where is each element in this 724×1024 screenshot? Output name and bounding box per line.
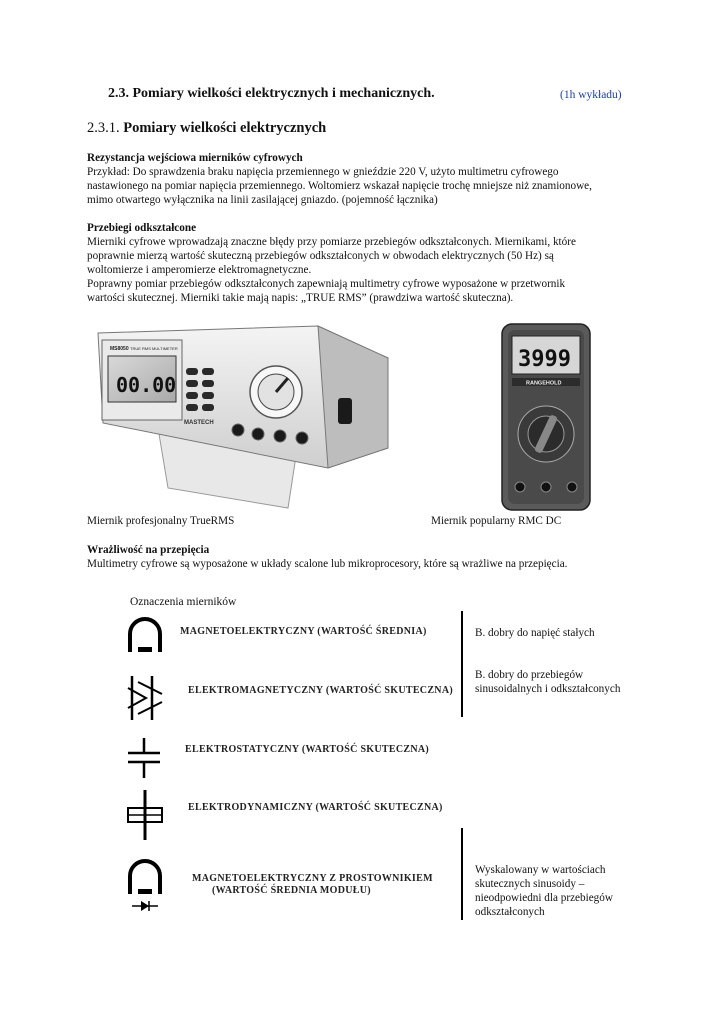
paragraph-line: Przykład: Do sprawdzenia braku napięcia przemiennego w gnieździe 220 V, użyto multimetru cyfrowego [87,166,559,178]
bench-multimeter-caption: Miernik profesjonalny TrueRMS [87,515,235,527]
rectifier-label-line2: (WARTOŚĆ ŚREDNIA MODUŁU) [212,885,371,896]
electromagnetic-label: ELEKTROMAGNETYCZNY (WARTOŚĆ SKUTECZNA) [188,685,453,696]
magnetoelectric-icon [124,612,166,656]
bench-multimeter-photo [88,318,408,513]
note-rectifier-line: skutecznych sinusoidy – [475,878,585,890]
meter-symbols-heading: Oznaczenia mierników [130,596,237,608]
section-heading: Wrażliwość na przepięcia [87,544,210,556]
bench-subtitle-label: TRUE RMS MULTIMETER [130,346,178,351]
magnetoelectric-label: MAGNETOELEKTRYCZNY (WARTOŚĆ ŚREDNIA) [180,626,427,637]
section-input-resistance [87,151,647,207]
paragraph-line: Poprawny pomiar przebiegów odkształconych zapewniają multimetry cyfrowe wyposażone w przetwornik [87,278,566,290]
lecture-duration-note: (1h wykładu) [560,89,622,101]
divider-dc-ac [461,611,463,717]
electrostatic-label: ELEKTROSTATYCZNY (WARTOŚĆ SKUTECZNA) [185,744,430,755]
bench-model-label: MS8050 [110,346,129,352]
section-title: 2.3. Pomiary wielkości elektrycznych i mechanicznych. [108,86,435,101]
note-ac-line: sinusoidalnych i odkształconych [475,683,621,695]
section-surge-sensitivity [87,543,647,571]
section-distorted-waveforms [87,221,647,305]
electrodynamic-icon [124,788,166,842]
rectifier-icon [124,856,168,914]
handheld-display-readout: 3999 [518,347,571,372]
electromagnetic-icon [124,674,166,722]
paragraph-line: mimo otwartego wyłącznika na linii zasilającej gniazdo. (pojemność łącznika) [87,194,438,206]
note-ac [475,668,620,696]
subsection-name: Pomiary wielkości elektrycznych [123,120,327,136]
paragraph-line: poprawnie mierzą wartość skuteczną przebiegów odkształconych w obwodach elektrycznych (50 Hz) są [87,250,554,262]
paragraph-line: wartości skutecznej. Mierniki takie mają napis: „TRUE RMS” (prawdziwa wartość skuteczna). [87,292,514,304]
note-dc: B. dobry do napięć stałych [475,627,595,639]
subsection-number: 2.3.1. [87,120,120,136]
divider-rectifier [461,828,463,920]
note-rectifier [475,863,613,919]
section-heading: Przebiegi odkształcone [87,222,197,234]
handheld-multimeter-photo [500,322,592,512]
note-rectifier-line: odkształconych [475,906,545,918]
electrostatic-icon [124,736,166,780]
handheld-brand-label: RANGEHOLD [526,380,562,387]
handheld-multimeter-caption: Miernik popularny RMC DC [431,515,562,527]
section-heading: Rezystancja wejściowa mierników cyfrowych [87,152,303,164]
note-rectifier-line: Wyskalowany w wartościach [475,864,606,876]
note-ac-line: B. dobry do przebiegów [475,669,584,681]
subsection-title [87,120,326,137]
paragraph-line: Multimetry cyfrowe są wyposażone w układy scalone lub mikroprocesory, które są wrażliwe na przepięcia. [87,558,568,570]
paragraph-line: Mierniki cyfrowe wprowadzają znaczne błędy przy pomiarze przebiegów odkształconych. Miernikami, które [87,236,576,248]
bench-display-readout: 00.00 [116,373,177,397]
electrodynamic-label: ELEKTRODYNAMICZNY (WARTOŚĆ SKUTECZNA) [188,802,443,813]
note-rectifier-line: nieodpowiedni dla przebiegów [475,892,613,904]
paragraph-line: nastawionego na pomiar napięcia przemiennego. Woltomierz wskazał napięcie trochę mniejsze niż znamionowe, [87,180,592,192]
bench-brand-label: MASTECH [184,420,214,426]
paragraph-line: woltomierze i amperomierze elektromagnetyczne. [87,264,312,276]
rectifier-label-line1: MAGNETOELEKTRYCZNY Z PROSTOWNIKIEM [192,873,433,884]
